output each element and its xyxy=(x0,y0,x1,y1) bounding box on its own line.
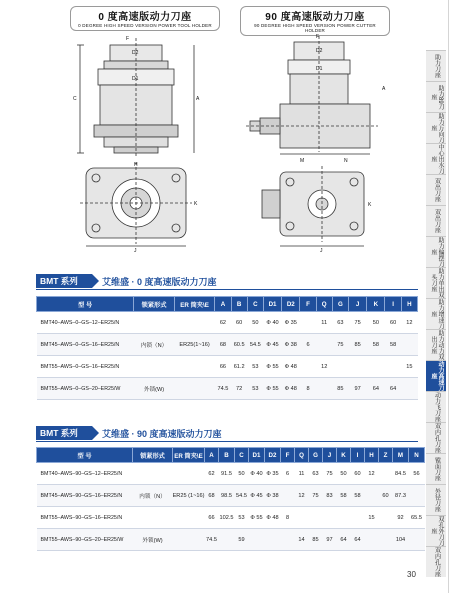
sidebar-tab[interactable]: 助力单出双头刀座 xyxy=(426,267,446,298)
table-cell: 12 xyxy=(401,312,417,334)
column-header: Q xyxy=(295,448,309,463)
label-C: C xyxy=(73,96,77,102)
table-cell: 74.5 xyxy=(205,529,219,551)
right-title-en: 90 DEGREE HIGH SPEED VERSION POWER CUTTER HOLDER xyxy=(254,23,376,33)
sidebar-tab[interactable]: 动力高速刀座 xyxy=(426,360,446,391)
table-cell xyxy=(133,463,173,485)
table-header-row xyxy=(37,448,425,463)
drawing-0-degree xyxy=(60,30,220,255)
table-cell: 104 xyxy=(393,529,409,551)
table-cell: 50 xyxy=(235,463,249,485)
column-header: M xyxy=(393,448,409,463)
table-cell: 53 xyxy=(247,378,263,400)
left-title-cn: 0 度高速版动力刀座 xyxy=(98,12,192,23)
table-cell: Φ 48 xyxy=(282,378,300,400)
section-0-degree-header xyxy=(36,272,418,290)
label-J-right: J xyxy=(320,248,323,254)
column-header: K xyxy=(367,297,385,312)
table-cell: 12 xyxy=(365,463,379,485)
table-cell xyxy=(265,529,281,551)
table-cell: 60 xyxy=(231,312,247,334)
table-cell: 64 xyxy=(385,378,401,400)
table-cell: Φ 35 xyxy=(282,312,300,334)
table-cell: 85 xyxy=(332,378,348,400)
table-cell: 62 xyxy=(215,312,231,334)
column-header: J xyxy=(349,297,367,312)
table-cell: 8 xyxy=(300,378,316,400)
column-header: G xyxy=(309,448,323,463)
table-row xyxy=(37,334,418,356)
table-cell: 75 xyxy=(309,485,323,507)
table-cell: 75 xyxy=(323,463,337,485)
sidebar-tab[interactable]: 镗面刀座 xyxy=(426,453,446,484)
column-header: F xyxy=(281,448,295,463)
table-cell xyxy=(173,463,205,485)
table-cell xyxy=(174,312,215,334)
sidebar-tab[interactable]: 双出刀座 xyxy=(426,174,446,205)
table-cell xyxy=(332,356,348,378)
column-header: Z xyxy=(379,448,393,463)
table-cell: 53 xyxy=(247,356,263,378)
table-cell: Φ 40 xyxy=(249,463,265,485)
spec-table-90-degree xyxy=(36,447,425,551)
table-cell: 59 xyxy=(235,529,249,551)
category-sidebar xyxy=(426,0,446,593)
table-cell xyxy=(281,529,295,551)
column-header: G xyxy=(332,297,348,312)
table-cell xyxy=(337,507,351,529)
table-cell: 64 xyxy=(337,529,351,551)
table-cell: ER25 (1~16) xyxy=(173,485,205,507)
table-cell: 50 xyxy=(337,463,351,485)
table-cell: 84.5 xyxy=(393,463,409,485)
column-header: ER 筒夹\E xyxy=(174,297,215,312)
table-cell: 68 xyxy=(205,485,219,507)
sidebar-divider xyxy=(448,0,449,593)
sidebar-tab[interactable]: 动力飞刀座 xyxy=(426,391,446,422)
table-cell: 58 xyxy=(385,334,401,356)
table-cell: 内锁（N） xyxy=(133,485,173,507)
table-row xyxy=(37,312,418,334)
sidebar-tab[interactable]: 双出刀座 xyxy=(426,205,446,236)
column-header: Q xyxy=(316,297,332,312)
label-J: J xyxy=(134,248,137,254)
table-cell: 63 xyxy=(332,312,348,334)
model-cell: BMT55–AWS–90–GS–20–ER25/W xyxy=(37,529,133,551)
label-A: A xyxy=(196,96,200,102)
table-cell xyxy=(401,334,417,356)
table-cell xyxy=(401,378,417,400)
table-cell xyxy=(133,507,173,529)
series-tag: BMT 系列 xyxy=(36,274,92,288)
table-cell xyxy=(300,356,316,378)
table-cell: 11 xyxy=(316,312,332,334)
column-header: 锁紧形式 xyxy=(134,297,175,312)
table-cell: 74.5 xyxy=(215,378,231,400)
table-cell: 75 xyxy=(349,312,367,334)
table-cell xyxy=(173,507,205,529)
table-cell xyxy=(249,529,265,551)
table-cell xyxy=(409,485,425,507)
table-cell: 12 xyxy=(316,356,332,378)
table-cell xyxy=(174,378,215,400)
table-cell: 60 xyxy=(351,463,365,485)
table-cell: Φ 48 xyxy=(265,507,281,529)
label-K: K xyxy=(194,201,198,207)
sidebar-tab[interactable]: 双孔外刀刀座 xyxy=(426,515,446,546)
table-cell: 11 xyxy=(295,463,309,485)
table-cell xyxy=(309,507,323,529)
table-cell: Φ 45 xyxy=(249,485,265,507)
section-90-degree-header xyxy=(36,424,418,442)
table-cell xyxy=(174,356,215,378)
column-header: N xyxy=(409,448,425,463)
series-tag: BMT 系列 xyxy=(36,426,92,440)
table-cell: 50 xyxy=(367,312,385,334)
table-cell: 58 xyxy=(367,334,385,356)
table-cell: 65.5 xyxy=(409,507,425,529)
model-cell: BMT40–AWS–0–GS–12–ER25/N xyxy=(37,312,134,334)
column-header: K xyxy=(337,448,351,463)
table-cell: Φ 38 xyxy=(282,334,300,356)
column-header: F xyxy=(300,297,316,312)
column-header: H xyxy=(401,297,417,312)
label-F-right: F xyxy=(316,34,320,40)
table-header-row xyxy=(37,297,418,312)
table-cell xyxy=(379,507,393,529)
table-cell xyxy=(316,378,332,400)
table-cell: Φ 55 xyxy=(263,356,281,378)
table-cell xyxy=(379,463,393,485)
label-H: H xyxy=(134,162,138,168)
label-D1-right: D1 xyxy=(316,66,323,72)
table-cell: Φ 35 xyxy=(265,463,281,485)
table-cell: 72 xyxy=(231,378,247,400)
column-header: A xyxy=(205,448,219,463)
table-cell: 内锁（N） xyxy=(134,334,175,356)
table-row xyxy=(37,485,425,507)
table-cell xyxy=(295,507,309,529)
label-D2: D2 xyxy=(132,50,139,56)
model-cell: BMT40–AWS–90–GS–12–ER25/N xyxy=(37,463,133,485)
divider xyxy=(36,289,418,291)
column-header: D2 xyxy=(282,297,300,312)
sidebar-tab[interactable]: 双内孔刀座 xyxy=(426,422,446,453)
table-cell: 62 xyxy=(205,463,219,485)
table-cell: Φ 45 xyxy=(263,334,281,356)
table-cell: 15 xyxy=(401,356,417,378)
table-cell: 97 xyxy=(349,378,367,400)
table-cell: 87.3 xyxy=(393,485,409,507)
sidebar-tab[interactable]: 助力偏摆刀座 xyxy=(426,236,446,267)
table-cell: 85 xyxy=(349,334,367,356)
table-cell: 64 xyxy=(351,529,365,551)
section-title: 艾维盛 · 0 度高速版动力刀座 xyxy=(102,277,217,287)
sidebar-tab[interactable]: 助力增速刀座 xyxy=(426,298,446,329)
model-cell: BMT45–AWS–0–GS–16–ER25/N xyxy=(37,334,134,356)
table-cell: Φ 48 xyxy=(282,356,300,378)
table-cell: 14 xyxy=(295,529,309,551)
column-header: 型 号 xyxy=(37,297,134,312)
table-cell: 54.5 xyxy=(247,334,263,356)
column-header: 锁紧形式 xyxy=(133,448,173,463)
label-N: N xyxy=(344,158,348,164)
table-cell: 60 xyxy=(385,312,401,334)
label-A-right: A xyxy=(382,86,386,92)
table-cell: 50 xyxy=(247,312,263,334)
model-cell: BMT55–AWS–0–GS–16–ER25/N xyxy=(37,356,134,378)
table-cell: Φ 55 xyxy=(263,378,281,400)
table-cell: 66 xyxy=(205,507,219,529)
table-cell: 68 xyxy=(215,334,231,356)
table-row xyxy=(37,529,425,551)
table-cell xyxy=(365,529,379,551)
column-header: I xyxy=(385,297,401,312)
table-row xyxy=(37,378,418,400)
table-cell xyxy=(365,485,379,507)
column-header: D2 xyxy=(265,448,281,463)
table-cell xyxy=(173,529,205,551)
table-cell: Φ 38 xyxy=(265,485,281,507)
sidebar-tab[interactable]: 外径刀座 xyxy=(426,484,446,515)
table-cell xyxy=(323,507,337,529)
table-cell: 64 xyxy=(367,378,385,400)
model-cell: BMT55–AWS–90–GS–16–ER25/N xyxy=(37,507,133,529)
table-cell: 75 xyxy=(332,334,348,356)
table-cell: 102.5 xyxy=(219,507,235,529)
divider xyxy=(36,441,418,443)
model-cell: BMT55–AWS–0–GS–20–ER25/W xyxy=(37,378,134,400)
table-cell: 外锁(W) xyxy=(133,529,173,551)
table-cell: 58 xyxy=(337,485,351,507)
table-cell: 91.5 xyxy=(219,463,235,485)
table-cell xyxy=(367,356,385,378)
table-cell: Φ 55 xyxy=(249,507,265,529)
table-cell: 83 xyxy=(323,485,337,507)
table-cell xyxy=(351,507,365,529)
column-header: J xyxy=(323,448,337,463)
column-header: B xyxy=(231,297,247,312)
table-cell xyxy=(409,529,425,551)
table-cell: 97 xyxy=(323,529,337,551)
sidebar-tab[interactable]: 助力刀座 xyxy=(426,50,446,81)
sidebar-tab[interactable]: 中心出水刀座 xyxy=(426,143,446,174)
left-drawing-title xyxy=(70,6,220,31)
table-cell: 8 xyxy=(281,507,295,529)
column-header: C xyxy=(247,297,263,312)
table-cell xyxy=(134,312,175,334)
table-cell: 外锁(W) xyxy=(134,378,175,400)
table-row xyxy=(37,356,418,378)
table-row xyxy=(37,507,425,529)
label-F: F xyxy=(126,36,130,42)
table-cell xyxy=(219,529,235,551)
spec-table-0-degree xyxy=(36,296,418,400)
table-cell xyxy=(349,356,367,378)
table-cell: 53 xyxy=(235,507,249,529)
table-cell xyxy=(134,356,175,378)
section-title: 艾维盛 · 90 度高速版动力刀座 xyxy=(102,429,222,439)
table-cell xyxy=(281,485,295,507)
right-title-cn: 90 度高速版动力刀座 xyxy=(265,12,365,23)
page-number: 30 xyxy=(407,570,416,579)
column-header: H xyxy=(365,448,379,463)
label-K-right: K xyxy=(368,202,372,208)
table-cell: Φ 40 xyxy=(263,312,281,334)
model-cell: BMT45–AWS–90–GS–16–ER25/N xyxy=(37,485,133,507)
column-header: D1 xyxy=(249,448,265,463)
sidebar-tab[interactable]: 助力万向刀座 xyxy=(426,112,446,143)
sidebar-tab[interactable]: 助力89刀座 xyxy=(426,81,446,112)
table-cell: 54.5 xyxy=(235,485,249,507)
table-cell xyxy=(379,529,393,551)
table-row xyxy=(37,463,425,485)
table-cell: ER25(1~16) xyxy=(174,334,215,356)
table-cell: 63 xyxy=(309,463,323,485)
table-cell xyxy=(316,334,332,356)
column-header: ER 筒夹\E xyxy=(173,448,205,463)
table-cell: 6 xyxy=(281,463,295,485)
sidebar-tab[interactable]: 双内孔刀座 xyxy=(426,546,446,577)
table-cell: 66 xyxy=(215,356,231,378)
sidebar-tab[interactable]: 助力动力双出刀座 xyxy=(426,329,446,360)
column-header: 型 号 xyxy=(37,448,133,463)
table-cell: 58 xyxy=(351,485,365,507)
table-cell: 60 xyxy=(379,485,393,507)
label-D1: D1 xyxy=(132,76,139,82)
table-cell: 15 xyxy=(365,507,379,529)
left-title-en: 0 DEGREE HIGH SPEED VERSION POWER TOOL HOLDER xyxy=(78,23,212,28)
table-cell xyxy=(385,356,401,378)
table-cell: 56 xyxy=(409,463,425,485)
table-cell: 12 xyxy=(295,485,309,507)
column-header: D1 xyxy=(263,297,281,312)
table-cell: 61.2 xyxy=(231,356,247,378)
table-cell: 60.5 xyxy=(231,334,247,356)
table-cell: 85 xyxy=(309,529,323,551)
table-cell xyxy=(300,312,316,334)
table-cell: 98.5 xyxy=(219,485,235,507)
table-cell: 6 xyxy=(300,334,316,356)
column-header: A xyxy=(215,297,231,312)
table-cell: 92 xyxy=(393,507,409,529)
drawing-90-degree xyxy=(240,30,410,255)
column-header: C xyxy=(235,448,249,463)
column-header: B xyxy=(219,448,235,463)
label-M: M xyxy=(300,158,305,164)
label-D2-right: D2 xyxy=(316,48,323,54)
column-header: I xyxy=(351,448,365,463)
